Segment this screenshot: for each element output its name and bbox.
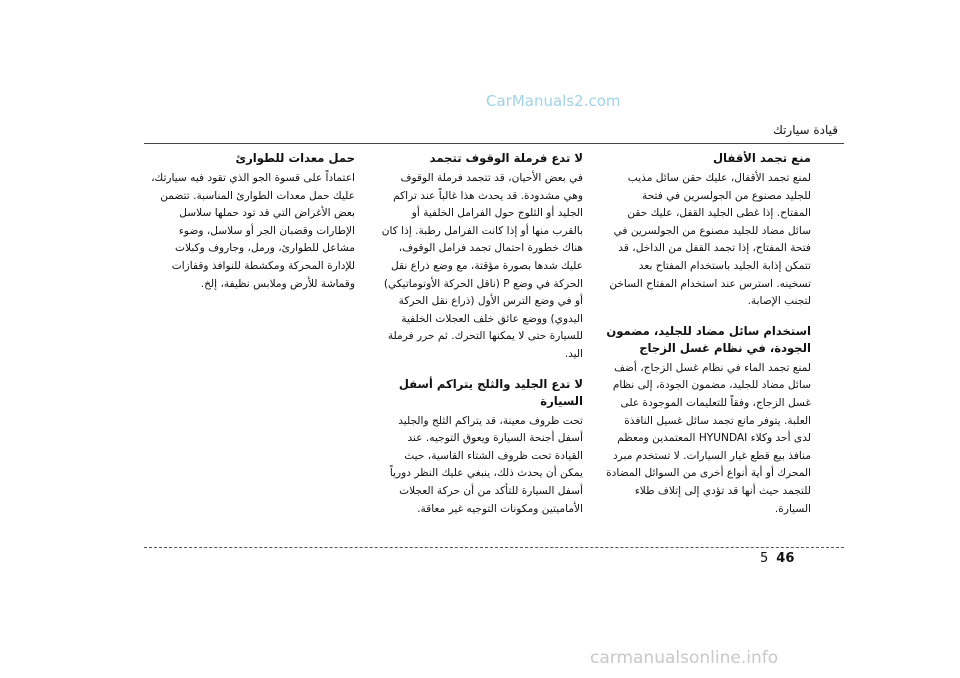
- section-number: 5: [760, 551, 769, 566]
- paragraph-emergency-equipment: اعتماداً على قسوة الجو الذي تقود فيه سيارتك، عليك حمل معدات الطوارئ المناسبة. تتضمن بعض الأغراض التي قد تود حملها سلاسل الإطارات وقضبان الجر أو سلاسل، وضوء مشاعل للطوارئ، ورمل، وجاروف وكبلات للإدارة المحركة ومكشطة للنوافذ وقفازات وقماشة للأرض وملابس نظيفة، إلخ.: [151, 172, 355, 290]
- page-number-value: 46: [776, 551, 795, 566]
- header-divider: [144, 143, 844, 144]
- column-left: [150, 150, 355, 305]
- column-middle: [378, 150, 583, 530]
- footer-divider: [144, 547, 844, 548]
- paragraph-prevent-lock-freeze: لمنع تجمد الأقفال، عليك حقن سائل مذيب للجليد مصنوع من الجولسرين في فتحة المفتاح. إذا غطى الجليد القفل، عليك حقن سائل مضاد للجليد مصنوع من الجولسرين في فتحة المفتاح، إذا تجمد القفل من الداخل، قد تتمكن إذابة الجليد باستخدام المفتاح بعد تسخينه. استرس عند استخدام المفتاح الساخن لتجنب الإصابة.: [609, 172, 811, 308]
- page-number: [760, 551, 794, 566]
- paragraph-parking-brake-freeze: في بعض الأحيان، قد تتجمد فرملة الوقوف وهي مشدودة. قد يحدث هذا غالباً عند تراكم الجليد أو الثلوج حول الفرامل الخلفية أو بالقرب منها أو إذا كانت الفرامل رطبة. إذا كان هناك خطورة احتمال تجمد فرامل الوقوف، عليك شدها بصورة مؤقتة، مع وضع ذراع نقل الحركة في وضع P (ناقل الحركة الأوتوماتيكي) أو في وضع الترس الأول (ذراع نقل الحركة اليدوي) ووضع عائق خلف العجلات الخلفية للسيارة حتى لا يمكنها التحرك. ثم حرر فرملة اليد.: [381, 172, 583, 360]
- heading-ice-under-car: لا تدع الجليد والثلج يتراكم أسفل السيارة: [398, 376, 583, 408]
- section-title: قيادة سيارتك: [772, 123, 838, 137]
- paragraph-washer-antifreeze: لمنع تجمد الماء في نظام غسل الزجاج، أضف سائل مضاد للجليد، مضمون الجودة، إلى نظام غسل الزجاج، وفقاً للتعليمات الموجودة على العلبة. يتوفر مانع تجمد سائل غسيل النافذة لدى أحد وكلاء HYUNDAI المعتمدين ومعظم منافذ بيع قطع غيار السيارات. لا تستخدم مبرد المحرك أو أية أنواع أخرى من السوائل المضادة للتجمد حيث أنها قد تؤدي إلى إتلاف طلاء السيارة.: [606, 361, 811, 515]
- heading-washer-antifreeze: استخدام سائل مضاد للجليد، مضمون الجودة، في نظام غسل الزجاج: [606, 323, 811, 355]
- watermark-text: CarManuals2.com: [486, 92, 621, 110]
- column-right: [606, 150, 811, 530]
- heading-parking-brake-freeze: لا تدع فرملة الوقوف تتجمد: [429, 151, 583, 165]
- footer-watermark: carmanualsonline.info: [590, 648, 779, 668]
- paragraph-ice-under-car: تحت ظروف معينة، قد يتراكم الثلج والجليد أسفل أجنحة السيارة ويعوق التوجيه. عند القيادة تحت ظروف الشتاء القاسية، حيث يمكن أن يحدث ذلك، ينبغي عليك النظر دورياً أسفل السيارة للتأكد من أن حركة العجلات الأماميتين ومكونات التوجيه غير معاقة.: [389, 414, 583, 515]
- heading-emergency-equipment: حمل معدات للطوارئ: [235, 151, 355, 165]
- heading-prevent-lock-freeze: منع تجمد الأقفال: [712, 151, 811, 165]
